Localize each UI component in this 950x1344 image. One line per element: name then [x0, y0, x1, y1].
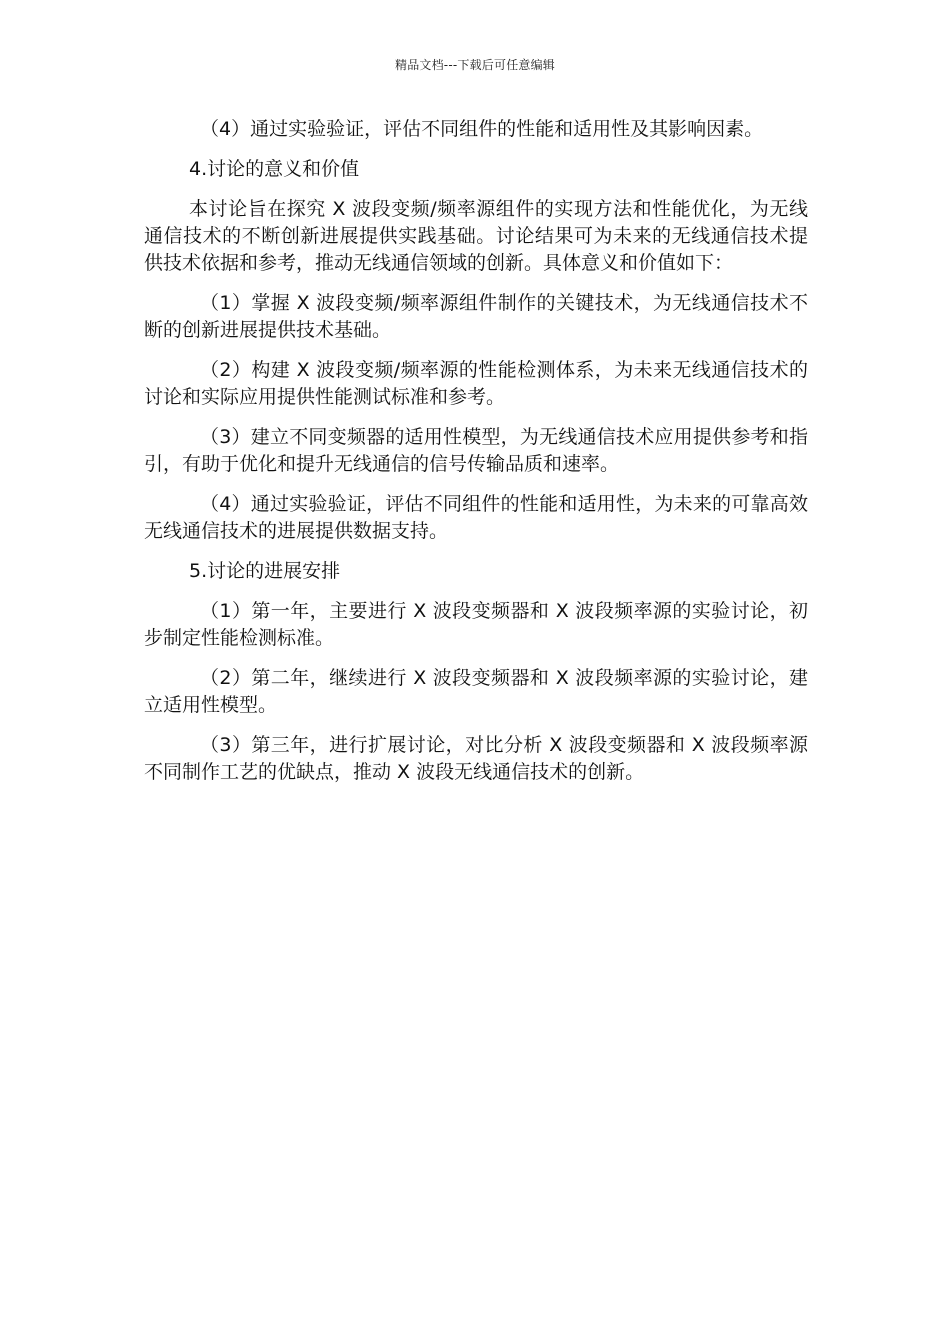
paragraph-year-3: （3）第三年，进行扩展讨论，对比分析 X 波段变频器和 X 波段频率源不同制作工艺的优缺点，推动 X 波段无线通信技术的创新。 — [144, 734, 808, 783]
paragraph-item-4: （4）通过实验验证，评估不同组件的性能和适用性，为未来的可靠高效无线通信技术的进展提供数据支持。 — [144, 493, 808, 542]
section-heading-5: 5.讨论的进展安排 — [189, 560, 341, 582]
paragraph-item-1: （1）掌握 X 波段变频/频率源组件制作的关键技术，为无线通信技术不断的创新进展提供技术基础。 — [144, 292, 808, 341]
paragraph-year-2: （2）第二年，继续进行 X 波段变频器和 X 波段频率源的实验讨论，建立适用性模型。 — [144, 667, 808, 716]
paragraph-year-1: （1）第一年，主要进行 X 波段变频器和 X 波段频率源的实验讨论，初步制定性能检测标准。 — [144, 600, 808, 649]
paragraph-item-2: （2）构建 X 波段变频/频率源的性能检测体系，为未来无线通信技术的讨论和实际应用提供性能测试标准和参考。 — [144, 359, 808, 408]
document-body — [144, 116, 808, 799]
paragraph-significance: 本讨论旨在探究 X 波段变频/频率源组件的实现方法和性能优化，为无线通信技术的不断创新进展提供实践基础。讨论结果可为未来的无线通信技术提供技术依据和参考，推动无线通信领域的创新。具体意义和价值如下： — [144, 198, 808, 274]
paragraph-item-3: （3）建立不同变频器的适用性模型，为无线通信技术应用提供参考和指引，有助于优化和提升无线通信的信号传输品质和速率。 — [144, 426, 808, 475]
section-heading-4: 4.讨论的意义和价值 — [189, 158, 360, 180]
page-header: 精品文档---下载后可任意编辑 — [395, 58, 555, 72]
paragraph-item-4-prev: （4）通过实验验证，评估不同组件的性能和适用性及其影响因素。 — [200, 118, 764, 140]
